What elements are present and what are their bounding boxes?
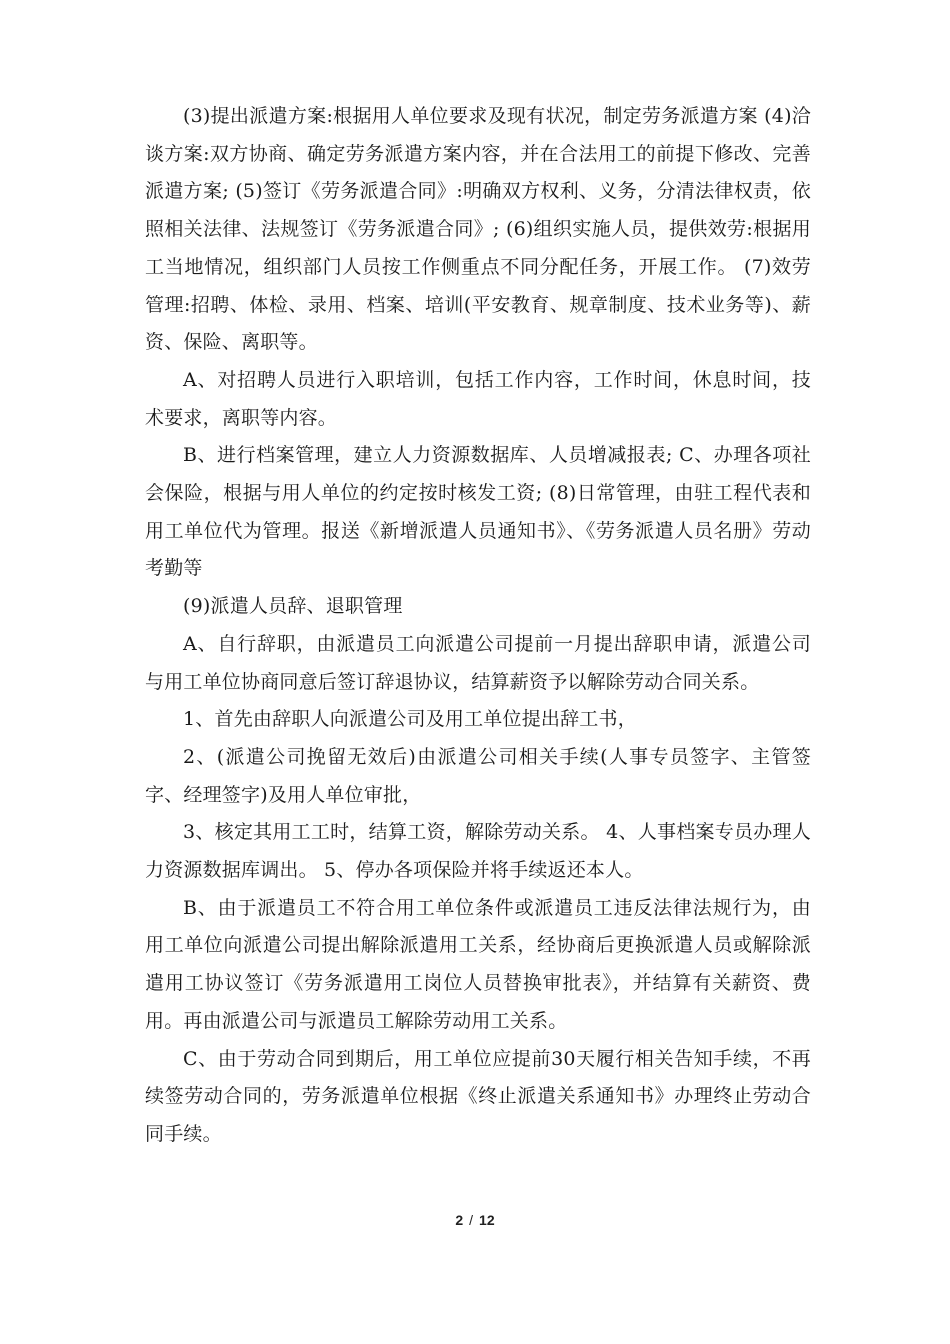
paragraph-step-2: 2、(派遣公司挽留无效后)由派遣公司相关手续(人事专员签字、主管签字、经理签字)及用人单位审批，: [145, 745, 811, 806]
paragraph-dismissal: B、由于派遣员工不符合用工单位条件或派遣员工违反法律法规行为，由用工单位向派遣公司提出解除派遣用工关系，经协商后更换派遣人员或解除派遣用工协议签订《劳务派遣用工岗位人员替换审批表》，并结算有关薪资、费用。再由派遣公司与派遣员工解除劳动用工关系。: [145, 896, 811, 1032]
paragraph-contract-expiry: C、由于劳动合同到期后，用工单位应提前30天履行相关告知手续，不再续签劳动合同的，劳务派遣单位根据《终止派遣关系通知书》办理终止劳动合同手续。: [145, 1047, 811, 1145]
paragraph-voluntary-resignation: A、自行辞职，由派遣员工向派遣公司提前一月提出辞职申请，派遣公司与用工单位协商同意后签订辞退协议，结算薪资予以解除劳动合同关系。: [145, 632, 811, 693]
total-page-count: 12: [479, 1212, 495, 1228]
paragraph-dispatch-process: (3)提出派遣方案:根据用人单位要求及现有状况，制定劳务派遣方案 (4)洽谈方案:双方协商、确定劳务派遣方案内容，并在合法用工的前提下修改、完善派遣方案; (5)签订《劳务派遣合同》:明确双方权利、义务，分清法律权责，依照相关法律、法规签订《劳务派遣合同》; (6)组织实施人员，提供效劳:根据用工当地情况，组织部门人员按工作侧重点不同分配任务，开展工作。 (7)效劳管理:招聘、体检、录用、档案、培训(平安教育、规章制度、技术业务等)、薪资、保险、离职等。: [145, 105, 811, 354]
document-body: [145, 98, 811, 1154]
paragraph-steps-3-5: 3、核定其用工工时，结算工资，解除劳动关系。 4、人事档案专员办理人力资源数据库调出。 5、停办各项保险并将手续返还本人。: [145, 821, 811, 882]
current-page-number: 2: [455, 1212, 464, 1228]
paragraph-onboarding-training: A、对招聘人员进行入职培训，包括工作内容，工作时间，休息时间，技术要求，离职等内容。: [145, 368, 811, 429]
paragraph-step-1: 1、首先由辞职人向派遣公司及用工单位提出辞工书，: [183, 708, 637, 731]
page-separator: /: [469, 1212, 474, 1228]
paragraph-resignation-heading: (9)派遣人员辞、退职管理: [183, 595, 403, 618]
page-number-footer: [0, 1212, 950, 1228]
paragraph-records-management: B、进行档案管理，建立人力资源数据库、人员增减报表; C、办理各项社会保险，根据与用人单位的约定按时核发工资; (8)日常管理，由驻工程代表和用工单位代为管理。报送《新增派遣人员通知书》、《劳务派遣人员名册》劳动考勤等: [145, 444, 811, 580]
